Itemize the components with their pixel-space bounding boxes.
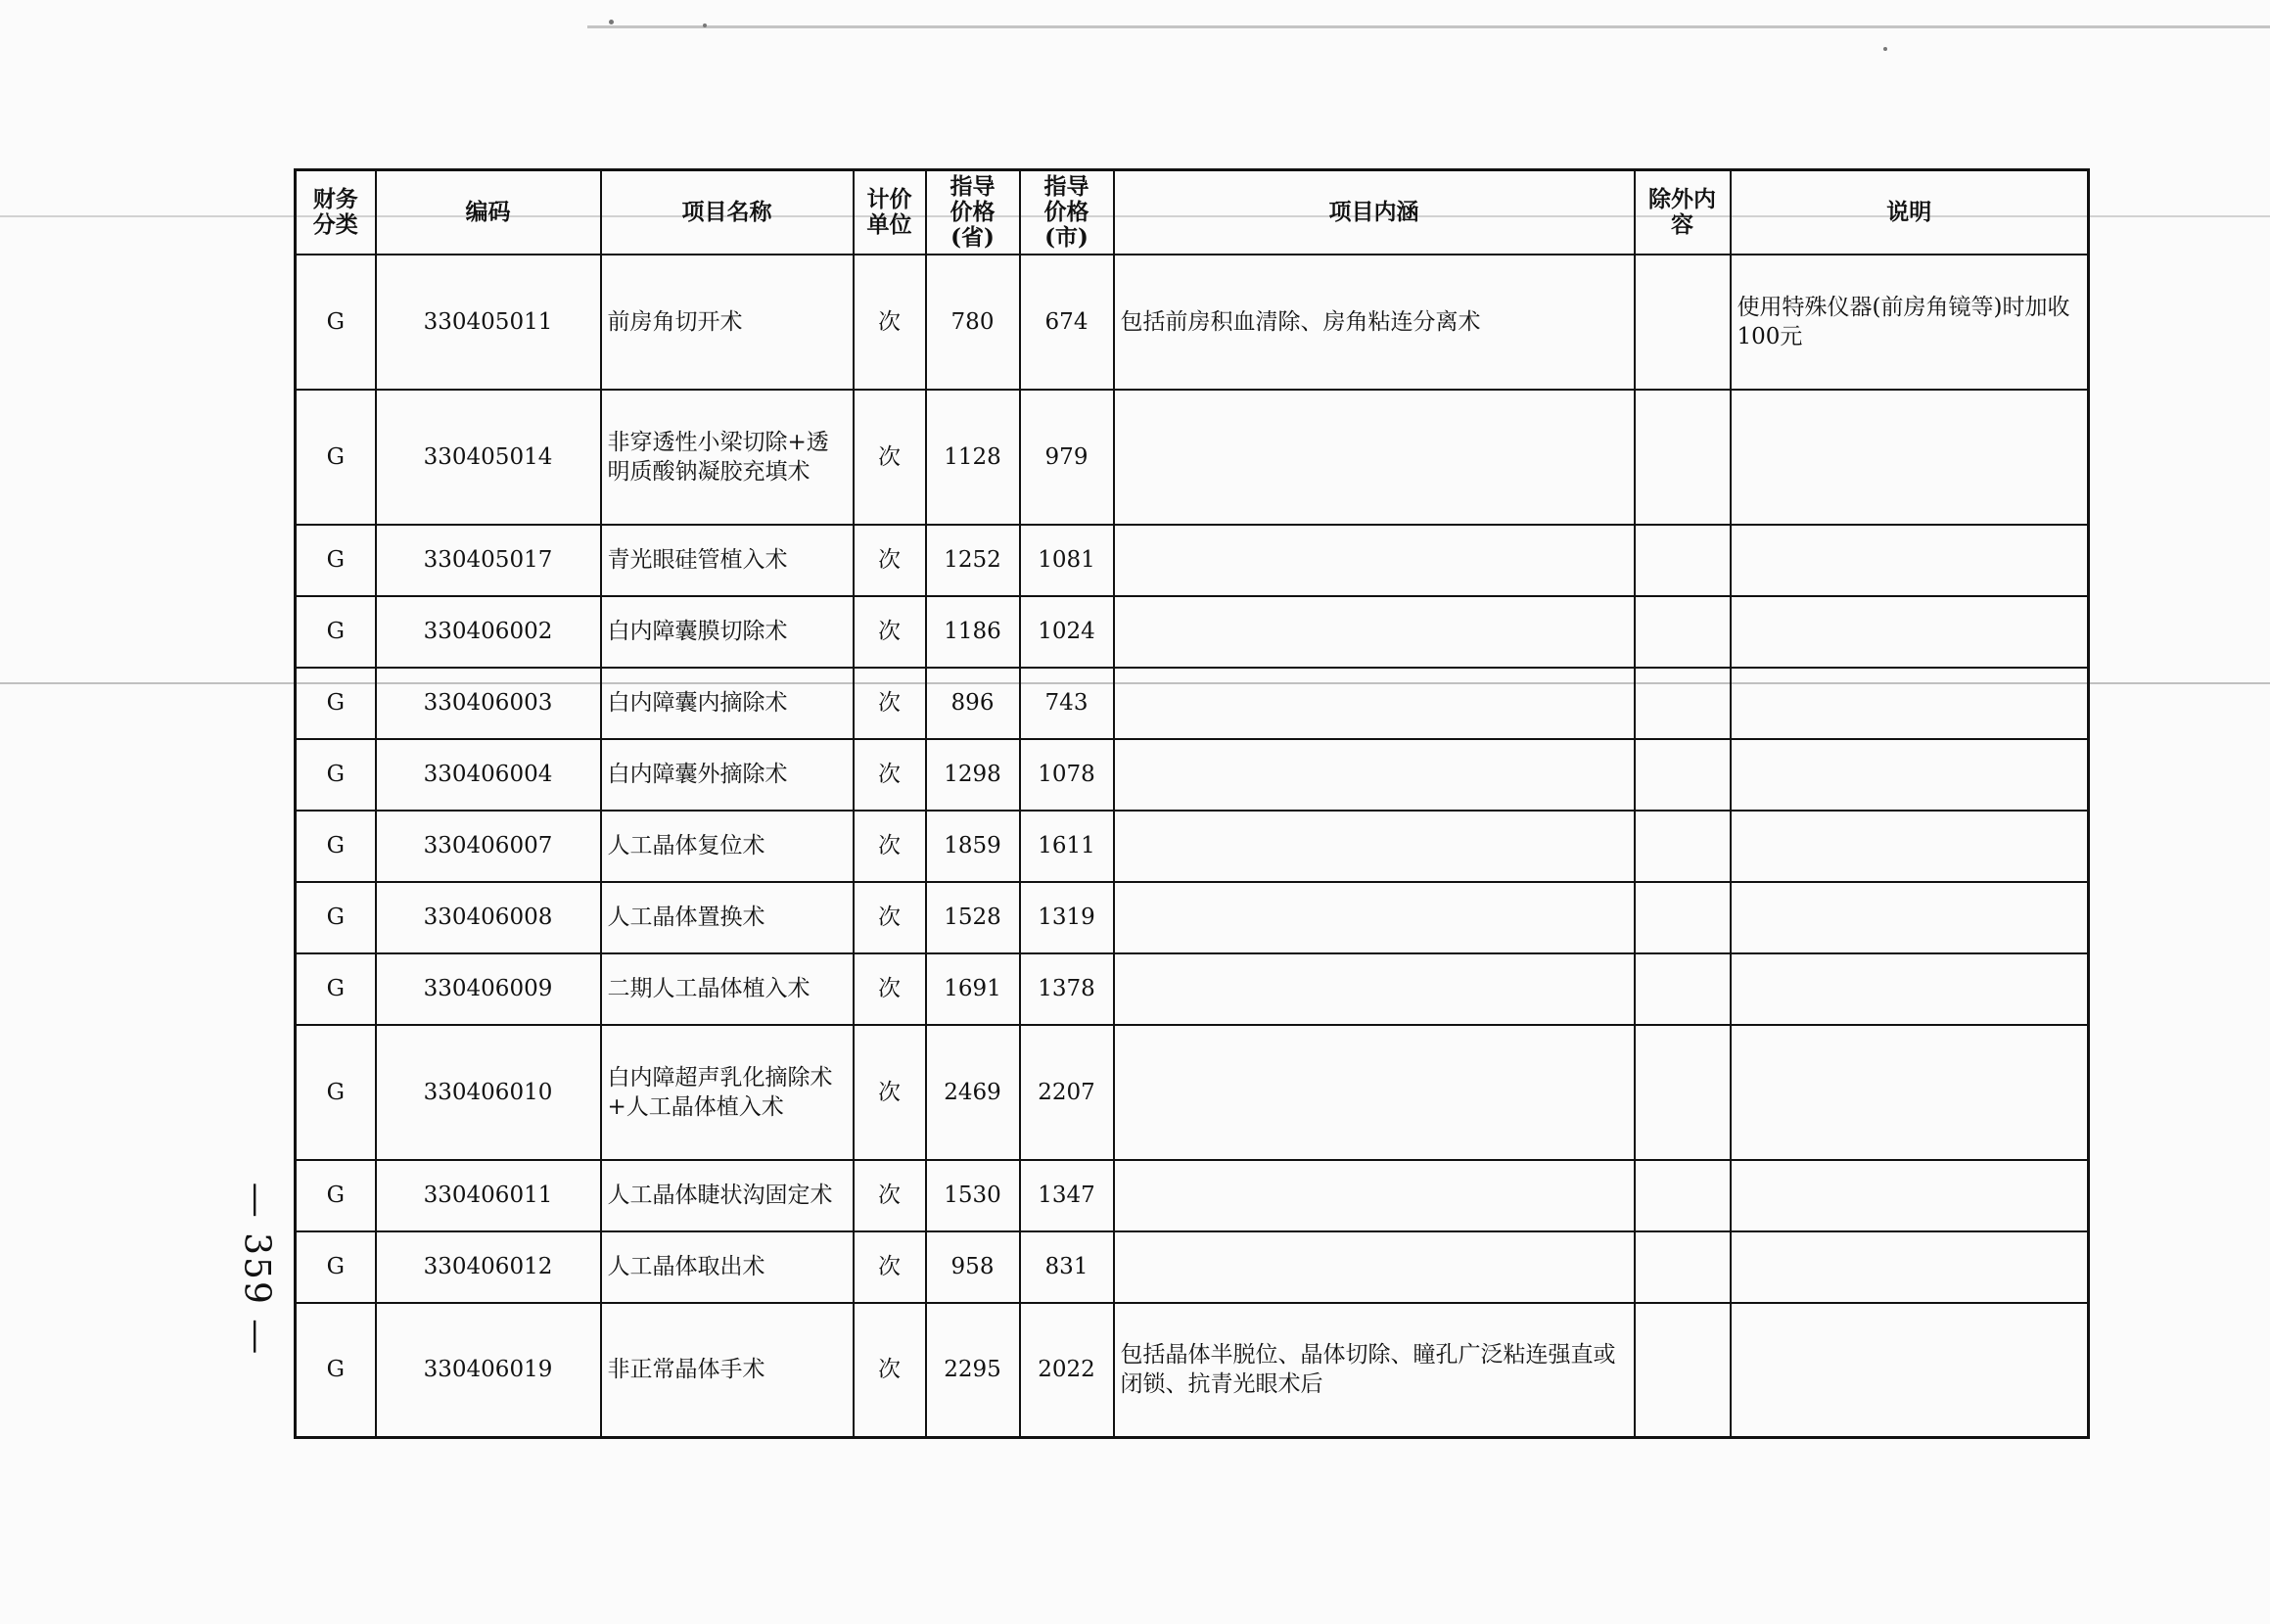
- cell-name: 白内障囊膜切除术: [601, 596, 854, 668]
- cell-excluded: [1635, 1303, 1731, 1438]
- cell-excluded: [1635, 1231, 1731, 1303]
- cell-name: 白内障超声乳化摘除术+人工晶体植入术: [601, 1025, 854, 1160]
- cell-notes: [1731, 596, 2089, 668]
- cell-price-province: 1298: [926, 739, 1020, 811]
- cell-name: 青光眼硅管植入术: [601, 525, 854, 596]
- cell-excluded: [1635, 1160, 1731, 1231]
- cell-notes: [1731, 668, 2089, 739]
- cell-price-province: 896: [926, 668, 1020, 739]
- table-row: [296, 596, 2089, 668]
- cell-code: 330406009: [376, 953, 601, 1025]
- cell-excluded: [1635, 390, 1731, 525]
- cell-name: 二期人工晶体植入术: [601, 953, 854, 1025]
- table-row: [296, 1160, 2089, 1231]
- cell-unit: 次: [854, 882, 926, 953]
- cell-price-province: 780: [926, 255, 1020, 390]
- table-row: [296, 525, 2089, 596]
- cell-content: [1114, 596, 1635, 668]
- header-price-city: 指导 价格 (市): [1020, 170, 1114, 255]
- cell-category: G: [296, 525, 376, 596]
- cell-excluded: [1635, 953, 1731, 1025]
- cell-name: 前房角切开术: [601, 255, 854, 390]
- cell-unit: 次: [854, 739, 926, 811]
- cell-price-province: 1252: [926, 525, 1020, 596]
- cell-content: [1114, 811, 1635, 882]
- cell-unit: 次: [854, 1025, 926, 1160]
- cell-category: G: [296, 255, 376, 390]
- medical-service-price-table: [294, 168, 2090, 1439]
- cell-price-city: 1378: [1020, 953, 1114, 1025]
- cell-excluded: [1635, 1025, 1731, 1160]
- cell-code: 330406019: [376, 1303, 601, 1438]
- cell-category: G: [296, 1231, 376, 1303]
- cell-price-province: 1859: [926, 811, 1020, 882]
- cell-content: 包括晶体半脱位、晶体切除、瞳孔广泛粘连强直或闭锁、抗青光眼术后: [1114, 1303, 1635, 1438]
- table-body: [296, 255, 2089, 1438]
- cell-price-province: 1186: [926, 596, 1020, 668]
- cell-code: 330406012: [376, 1231, 601, 1303]
- cell-category: G: [296, 882, 376, 953]
- table-row: [296, 390, 2089, 525]
- cell-code: 330406007: [376, 811, 601, 882]
- cell-code: 330406004: [376, 739, 601, 811]
- cell-price-city: 2207: [1020, 1025, 1114, 1160]
- cell-content: [1114, 739, 1635, 811]
- cell-content: [1114, 390, 1635, 525]
- cell-code: 330406011: [376, 1160, 601, 1231]
- cell-category: G: [296, 1160, 376, 1231]
- cell-unit: 次: [854, 390, 926, 525]
- header-name: 项目名称: [601, 170, 854, 255]
- table-row: [296, 739, 2089, 811]
- cell-price-province: 1530: [926, 1160, 1020, 1231]
- cell-excluded: [1635, 882, 1731, 953]
- header-row: [296, 170, 2089, 255]
- cell-category: G: [296, 739, 376, 811]
- cell-code: 330405017: [376, 525, 601, 596]
- table-row: [296, 255, 2089, 390]
- cell-category: G: [296, 1025, 376, 1160]
- cell-unit: 次: [854, 811, 926, 882]
- header-unit: 计价 单位: [854, 170, 926, 255]
- price-table-container: [294, 168, 2090, 1439]
- cell-code: 330406010: [376, 1025, 601, 1160]
- page-number: — 359 —: [236, 1182, 277, 1356]
- header-code: 编码: [376, 170, 601, 255]
- cell-code: 330405014: [376, 390, 601, 525]
- cell-name: 人工晶体取出术: [601, 1231, 854, 1303]
- cell-price-city: 1078: [1020, 739, 1114, 811]
- cell-category: G: [296, 390, 376, 525]
- cell-price-city: 1024: [1020, 596, 1114, 668]
- cell-unit: 次: [854, 1303, 926, 1438]
- cell-notes: [1731, 739, 2089, 811]
- cell-price-province: 958: [926, 1231, 1020, 1303]
- cell-name: 白内障囊外摘除术: [601, 739, 854, 811]
- cell-notes: [1731, 525, 2089, 596]
- cell-notes: [1731, 811, 2089, 882]
- cell-unit: 次: [854, 953, 926, 1025]
- cell-price-province: 2469: [926, 1025, 1020, 1160]
- cell-price-city: 674: [1020, 255, 1114, 390]
- cell-name: 非正常晶体手术: [601, 1303, 854, 1438]
- cell-notes: [1731, 953, 2089, 1025]
- cell-notes: [1731, 1025, 2089, 1160]
- cell-price-province: 2295: [926, 1303, 1020, 1438]
- header-content: 项目内涵: [1114, 170, 1635, 255]
- cell-price-city: 2022: [1020, 1303, 1114, 1438]
- table-row: [296, 882, 2089, 953]
- cell-content: [1114, 953, 1635, 1025]
- cell-notes: [1731, 1231, 2089, 1303]
- cell-name: 人工晶体复位术: [601, 811, 854, 882]
- cell-code: 330406002: [376, 596, 601, 668]
- table-row: [296, 668, 2089, 739]
- cell-price-city: 1319: [1020, 882, 1114, 953]
- cell-code: 330406008: [376, 882, 601, 953]
- cell-unit: 次: [854, 1231, 926, 1303]
- header-category: 财务 分类: [296, 170, 376, 255]
- cell-content: [1114, 1025, 1635, 1160]
- cell-price-province: 1691: [926, 953, 1020, 1025]
- table-row: [296, 953, 2089, 1025]
- cell-excluded: [1635, 255, 1731, 390]
- header-excluded: 除外内 容: [1635, 170, 1731, 255]
- cell-content: [1114, 882, 1635, 953]
- table-row: [296, 811, 2089, 882]
- cell-category: G: [296, 1303, 376, 1438]
- cell-notes: [1731, 390, 2089, 525]
- cell-price-city: 1081: [1020, 525, 1114, 596]
- cell-price-city: 1611: [1020, 811, 1114, 882]
- cell-excluded: [1635, 668, 1731, 739]
- cell-price-province: 1528: [926, 882, 1020, 953]
- cell-notes: [1731, 1160, 2089, 1231]
- cell-notes: 使用特殊仪器(前房角镜等)时加收100元: [1731, 255, 2089, 390]
- cell-name: 白内障囊内摘除术: [601, 668, 854, 739]
- cell-excluded: [1635, 739, 1731, 811]
- cell-content: [1114, 1231, 1635, 1303]
- cell-price-province: 1128: [926, 390, 1020, 525]
- table-row: [296, 1303, 2089, 1438]
- cell-category: G: [296, 668, 376, 739]
- cell-notes: [1731, 1303, 2089, 1438]
- cell-unit: 次: [854, 596, 926, 668]
- cell-category: G: [296, 596, 376, 668]
- cell-code: 330405011: [376, 255, 601, 390]
- cell-category: G: [296, 953, 376, 1025]
- cell-unit: 次: [854, 525, 926, 596]
- cell-unit: 次: [854, 668, 926, 739]
- cell-category: G: [296, 811, 376, 882]
- cell-content: 包括前房积血清除、房角粘连分离术: [1114, 255, 1635, 390]
- cell-price-city: 1347: [1020, 1160, 1114, 1231]
- header-notes: 说明: [1731, 170, 2089, 255]
- cell-unit: 次: [854, 1160, 926, 1231]
- cell-price-city: 831: [1020, 1231, 1114, 1303]
- cell-excluded: [1635, 811, 1731, 882]
- cell-excluded: [1635, 525, 1731, 596]
- header-price-province: 指导 价格 (省): [926, 170, 1020, 255]
- cell-price-city: 979: [1020, 390, 1114, 525]
- cell-content: [1114, 668, 1635, 739]
- cell-name: 人工晶体睫状沟固定术: [601, 1160, 854, 1231]
- cell-excluded: [1635, 596, 1731, 668]
- table-row: [296, 1231, 2089, 1303]
- cell-notes: [1731, 882, 2089, 953]
- cell-price-city: 743: [1020, 668, 1114, 739]
- cell-unit: 次: [854, 255, 926, 390]
- cell-name: 非穿透性小梁切除+透明质酸钠凝胶充填术: [601, 390, 854, 525]
- cell-code: 330406003: [376, 668, 601, 739]
- table-row: [296, 1025, 2089, 1160]
- cell-name: 人工晶体置换术: [601, 882, 854, 953]
- cell-content: [1114, 1160, 1635, 1231]
- cell-content: [1114, 525, 1635, 596]
